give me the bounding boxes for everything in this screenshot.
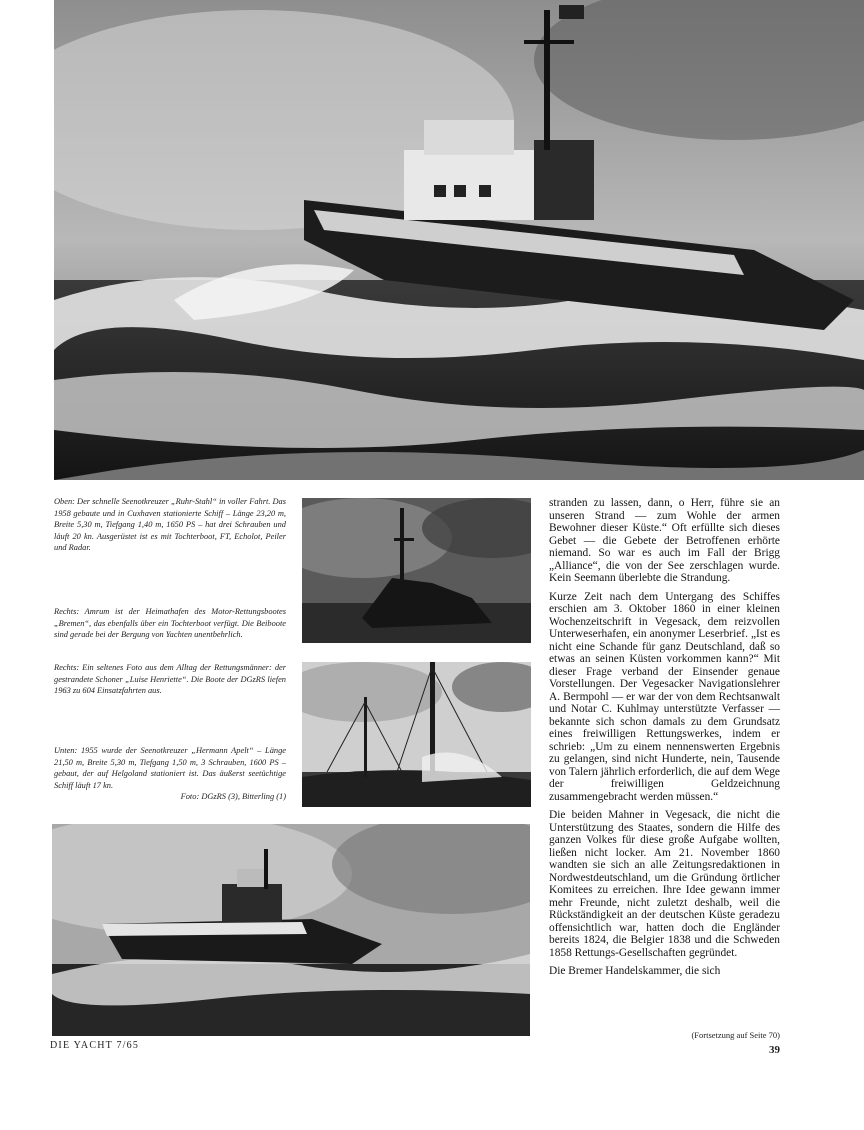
caption-unten [54,745,286,803]
photo-bremen [302,498,531,643]
article-paragraph-3: Die beiden Mahner in Vegesack, die nicht die Unterstützung des Staates, sondern die Hilfe des ganzen Volkes für diese große Aufgabe wollten, ließen nicht locker. Am 21. November 1860 wandten sie sich an alle Zeitungsredaktionen in Nordwestdeutschland, um die Gründung örtlicher Komitees zu erreichen. Ihre Idee gewann immer mehr Freunde, nicht zuletzt deshalb, weil die Rückständigkeit an der deutschen Küste geradezu offensichtlich war, hatten doch die Engländer bereits 1824, die Belgier 1838 und die Schweden 1858 Rettungs-Gesellschaften gegründet. [549,809,780,959]
magazine-footer: DIE YACHT 7/65 [50,1040,140,1051]
caption-oben [54,496,286,554]
caption-rechts-schoner-text: Rechts: Ein seltenes Foto aus dem Alltag der Rettungsmänner: der gestrandete Schoner „Luise Henriette“. Die Boote der DGzRS liefen 1963 zu 604 Einsatzfahrten aus. [54,663,286,696]
article-paragraph-2: Kurze Zeit nach dem Untergang des Schiffes erschien am 3. Oktober 1860 in einer kleinen Wochenzeitschrift in Vegesack, dem reizvollen Unterweserhafen, ein anonymer Leserbrief. „Ist es nicht eine Schande für ganz Deutschland, daß so etwas an seinen Küsten vorkommen kann?“ Mit dieser Frage verband der Einsender genaue Vorstellungen. Der Vegesacker Navigationslehrer A. Bermpohl — er war der von dem Rechtsanwalt und Notar C. Kuhlmay unterstützte Verfasser — bekannte sich schon damals zu dem Grundsatz eines freiwilligen Rettungswerkes, indem er schrieb: „Um zu einem nennenswerten Ergebnis zu gelangen, sind nicht Hunderte, nein, Tausende von Talern jährlich erforderlich, die auf dem Wege der freiwilligen Geldzeichnung zusammengebracht werden müssen.“ [549,590,780,803]
article-column [549,497,780,984]
photo-hermann-apelt [52,824,530,1036]
article-paragraph-4: Die Bremer Handelskammer, die sich [549,965,721,977]
caption-oben-text: Oben: Der schnelle Seenotkreuzer „Ruhr-Stahl“ in voller Fahrt. Das 1958 gebaute und in Cuxhaven stationierte Schiff – Länge 23,20 m, Breite 5,30 m, Tiefgang 1,40 m, 1650 PS – hat drei Schrauben und läuft 20 kn. Ausgerüstet ist es mit Tochterboot, FT, Echolot, Peiler und Radar. [54,497,286,553]
caption-rechts-bremen [54,606,286,641]
photo-ruhr-stahl [54,0,864,480]
caption-rechts-schoner [54,662,286,697]
article-paragraph-1: stranden zu lassen, dann, o Herr, führe sie an unseren Strand — zum Wohle der armen Bewohner dieser Küste.“ Oft erfüllte sich dieses Gebet — die Gebete der Betroffenen erhörte niemand. So war es auch im Fall der Brigg „Alliance“, die von der See zerschlagen wurde. Kein Seemann überlebte die Strandung. [549,497,780,584]
caption-rechts-bremen-text: Rechts: Amrum ist der Heimathafen des Motor-Rettungsbootes „Bremen“, das ebenfalls über ein Tochterboot verfügt. Die Beiboote sind gerade bei der Bergung von Yachten unentbehrlich. [54,607,286,640]
photo-luise-henriette [302,662,531,807]
photo-credit: Foto: DGzRS (3), Bitterling (1) [180,792,286,802]
continued-note: (Fortsetzung auf Seite 70) [691,1030,780,1040]
caption-unten-text: Unten: 1955 wurde der Seenotkreuzer „Hermann Apelt“ – Länge 21,50 m, Breite 5,30 m, Tiefgang 1,50 m, 3 Schrauben, 1600 PS – gebaut, der auf Helgoland stationiert ist. Das äußerst seetüchtige Schiff läuft 17 kn. [54,746,286,790]
page-number: 39 [769,1044,780,1056]
